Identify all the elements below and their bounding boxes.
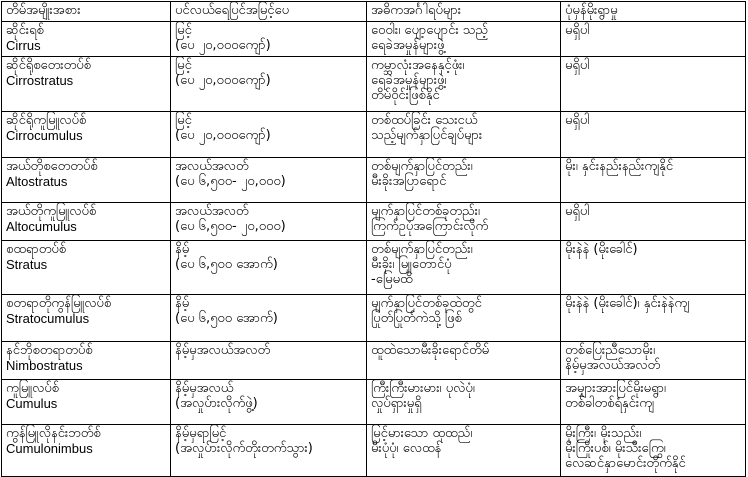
altitude-cell <box>171 425 367 477</box>
altitude-text-line: မြင့် <box>175 23 192 38</box>
table-row <box>2 158 746 203</box>
cloud-name-english: Cirrocumulus <box>6 128 83 143</box>
cloud-type-cell <box>2 342 171 380</box>
features-text-line: ဝေဝါး၊ ပျော့ပျောင်း သည့် <box>371 23 488 38</box>
cloud-name-myanmar: အယ်တိုကူမြူလပ်စ် <box>6 204 97 219</box>
cloud-name-english: Altostratus <box>6 174 68 189</box>
altitude-text-line: (အလှုပ်ားလိုက်ဖွဲ့) <box>175 396 258 411</box>
cloud-name-myanmar: ဆိုင်းရစ် <box>6 23 44 38</box>
features-cell <box>367 22 561 57</box>
precipitation-text-line: မိုးကြိုးပစ်၊ မိုးသီးကြွေ၊ <box>565 441 666 456</box>
cloud-type-cell <box>2 380 171 425</box>
precipitation-cell <box>561 112 746 158</box>
altitude-cell <box>171 241 367 295</box>
precipitation-cell <box>561 57 746 112</box>
header-altitude: ပင်လယ်ရေပြင်အမြင့်ပေ <box>171 2 367 22</box>
cloud-type-cell <box>2 425 171 477</box>
cloud-type-cell <box>2 112 171 158</box>
altitude-cell <box>171 203 367 241</box>
features-cell <box>367 425 561 477</box>
features-text-line: တိမ်ဝိုင်းဖြစ်နိုင် <box>371 88 440 103</box>
precipitation-cell <box>561 425 746 477</box>
altitude-text-line: (ပေ ၂၀,၀၀၀ကျော်) <box>175 73 271 88</box>
altitude-cell <box>171 158 367 203</box>
cloud-name-myanmar: နင်ဘိုစတရာတပ်စ် <box>6 343 93 358</box>
altitude-cell <box>171 22 367 57</box>
features-text-line: မီးခိုးအပြာရောင် <box>371 174 447 189</box>
precipitation-cell <box>561 22 746 57</box>
cloud-name-myanmar: စတရာတိုကွန်မြူလပ်စ် <box>6 296 112 311</box>
cloud-name-myanmar: ကူမြူလပ်စ် <box>6 381 59 396</box>
features-cell <box>367 295 561 342</box>
table-row <box>2 112 746 158</box>
precipitation-text-line: မရှိပါ <box>565 23 590 38</box>
altitude-cell <box>171 57 367 112</box>
cloud-name-english: Cumulonimbus <box>6 441 93 456</box>
features-text-line: တစ်မျက်နှာပြင်တည်း၊ <box>371 242 473 257</box>
precipitation-text-line: နိမ့်မှအလယ်အလတ် <box>565 358 661 373</box>
altitude-text-line: (ပေ ၂၀,၀၀၀ကျော်) <box>175 128 271 143</box>
features-cell <box>367 342 561 380</box>
precipitation-text-line: မရှိပါ <box>565 113 590 128</box>
features-cell <box>367 241 561 295</box>
features-text-line: တစ်မျက်နှာပြင်တည်း၊ <box>371 159 473 174</box>
cloud-name-english: Cirrostratus <box>6 73 74 88</box>
altitude-text-line: နိမ့် <box>175 242 190 257</box>
table-row <box>2 22 746 57</box>
cloud-types-table <box>1 1 746 477</box>
precipitation-text-line: တစ်ခါတစ်ရံနှင်းကျ <box>565 396 654 411</box>
altitude-cell <box>171 295 367 342</box>
precipitation-text-line: မိုးနဲနဲ (မိုးခေါင်)၊ နှင်းနဲနဲကျ <box>565 296 690 311</box>
features-text-line: တစ်ထပ်ခြင်း သေးငယ် <box>371 113 478 128</box>
features-text-line: ရေခဲအမှုန်များဖွဲ့၊ <box>371 73 447 88</box>
altitude-text-line: (ပေ ၆,၅၀၀- ၂၀,၀၀၀) <box>175 219 286 234</box>
features-text-line: သည့်မျက်နှာပြင်ချပ်များ <box>371 128 483 143</box>
altitude-text-line: (ပေ ၂၀,၀၀၀ကျော်) <box>175 38 271 53</box>
features-text-line: ရေခဲအမှုန်များဖွဲ့ <box>371 38 445 53</box>
features-text-line: မျက်နှာပြင်တစ်ခုတည်း၊ <box>371 204 480 219</box>
altitude-text-line: နိမ့်မှရာမြင့် <box>175 426 227 441</box>
precipitation-cell <box>561 203 746 241</box>
precipitation-cell <box>561 158 746 203</box>
table-row <box>2 342 746 380</box>
precipitation-text-line: မရှိပါ <box>565 58 590 73</box>
cloud-name-english: Cirrus <box>6 38 41 53</box>
cloud-name-english: Stratus <box>6 257 48 272</box>
features-text-line: မီးပုံပုံ၊ လေထန် <box>371 441 442 456</box>
altitude-text-line: နိမ့်မှအလယ် <box>175 381 234 396</box>
altitude-text-line: မြင့် <box>175 58 192 73</box>
altitude-text-line: အလယ်အလတ် <box>175 159 249 174</box>
altitude-text-line: မြင့် <box>175 113 192 128</box>
features-text-line: ကြီးကြီးမားမား၊ ပုလဲပုံ၊ <box>371 381 475 396</box>
features-text-line: ကြက်ဥပုံအကြောင်းလိုက် <box>371 219 489 234</box>
cloud-type-cell <box>2 241 171 295</box>
precipitation-cell <box>561 342 746 380</box>
altitude-cell <box>171 380 367 425</box>
table-row <box>2 295 746 342</box>
altitude-text-line: နိမ့် <box>175 296 190 311</box>
precipitation-text-line: မရှိပါ <box>565 204 590 219</box>
altitude-text-line: (ပေ ၆,၅၀၀ အောက်) <box>175 311 278 326</box>
table-row <box>2 57 746 112</box>
features-cell <box>367 380 561 425</box>
precipitation-cell <box>561 295 746 342</box>
cloud-name-myanmar: စထရာတပ်စ် <box>6 242 67 257</box>
altitude-cell <box>171 342 367 380</box>
cloud-type-cell <box>2 158 171 203</box>
features-text-line: လှုပ်ရှားမှုရှိ <box>371 396 422 411</box>
altitude-text-line: (ပေ ၆,၅၀၀- ၂၀,၀၀၀) <box>175 174 286 189</box>
cloud-name-english: Stratocumulus <box>6 311 90 326</box>
altitude-text-line: (ပေ ၆,၅၀၀ အောက်) <box>175 257 278 272</box>
features-cell <box>367 57 561 112</box>
features-text-line: ပြုတ်ပြုတ်ကဲသို့ ဖြစ် <box>371 311 462 326</box>
features-text-line: ထူထဲသောမီးခိုးရောင်တိမ် <box>371 343 490 358</box>
features-text-line: မီးခိုး၊ မြူတောင်ပုံ <box>371 257 452 272</box>
table-row <box>2 425 746 477</box>
altitude-cell <box>171 112 367 158</box>
cloud-name-myanmar: ဆိုင်ရိုစတေးတပ်စ် <box>6 58 91 73</box>
table-row <box>2 241 746 295</box>
features-text-line: -မြေမထိ <box>371 272 413 287</box>
table-header-row <box>2 2 746 22</box>
altitude-text-line: နိမ့်မှအလယ်အလတ် <box>175 343 271 358</box>
precipitation-text-line: မိုးနဲနဲ (မိုးခေါင်) <box>565 242 638 257</box>
precipitation-text-line: အမျှားအားပြင်မိုးမရွာ၊ <box>565 381 666 396</box>
cloud-name-myanmar: ဆိုင်ရိုကူမြူလပ်စ် <box>6 113 87 128</box>
cloud-name-myanmar: ကွန်မြူလိုနင်းဘတ်စ် <box>6 426 101 441</box>
header-features: အဓိကအင်္ဂါရပ်များ <box>367 2 561 22</box>
features-cell <box>367 112 561 158</box>
cloud-type-cell <box>2 203 171 241</box>
precipitation-text-line: လေဆင်နှာမောင်းတိုက်နိုင် <box>565 456 686 471</box>
precipitation-cell <box>561 241 746 295</box>
cloud-name-english: Altocumulus <box>6 219 77 234</box>
cloud-name-english: Cumulus <box>6 396 58 411</box>
features-text-line: မြင့်မားသော ထုထည်၊ <box>371 426 473 441</box>
precipitation-text-line: မိုး၊ နှင်းနည်းနည်းကျနိုင် <box>565 159 674 174</box>
cloud-type-cell <box>2 57 171 112</box>
header-precipitation: ပုံမှန်မိုးရွာမှု <box>561 2 746 22</box>
precipitation-text-line: တစ်ပြေးညီသောမိုး၊ <box>565 343 655 358</box>
cloud-name-english: Nimbostratus <box>6 358 83 373</box>
features-text-line: ကမ္ဘာလုံးအနေနှင့်ဖုံး၊ <box>371 58 465 73</box>
table-row <box>2 380 746 425</box>
features-cell <box>367 203 561 241</box>
precipitation-text-line: မိုးကြီး၊ မိုးသည်း၊ <box>565 426 642 441</box>
features-cell <box>367 158 561 203</box>
table-row <box>2 203 746 241</box>
cloud-type-cell <box>2 295 171 342</box>
precipitation-cell <box>561 380 746 425</box>
altitude-text-line: (အလှုပ်ားလိုက်တိုးတက်သွား) <box>175 441 313 456</box>
header-cloud-type: တိမ်အမျိုးအစား <box>2 2 171 22</box>
features-text-line: မျက်နှာပြင်တစ်ခုထဲတွင် <box>371 296 482 311</box>
cloud-name-myanmar: အယ်တိုစတေတပ်စ် <box>6 159 98 174</box>
altitude-text-line: အလယ်အလတ် <box>175 204 249 219</box>
cloud-type-cell <box>2 22 171 57</box>
